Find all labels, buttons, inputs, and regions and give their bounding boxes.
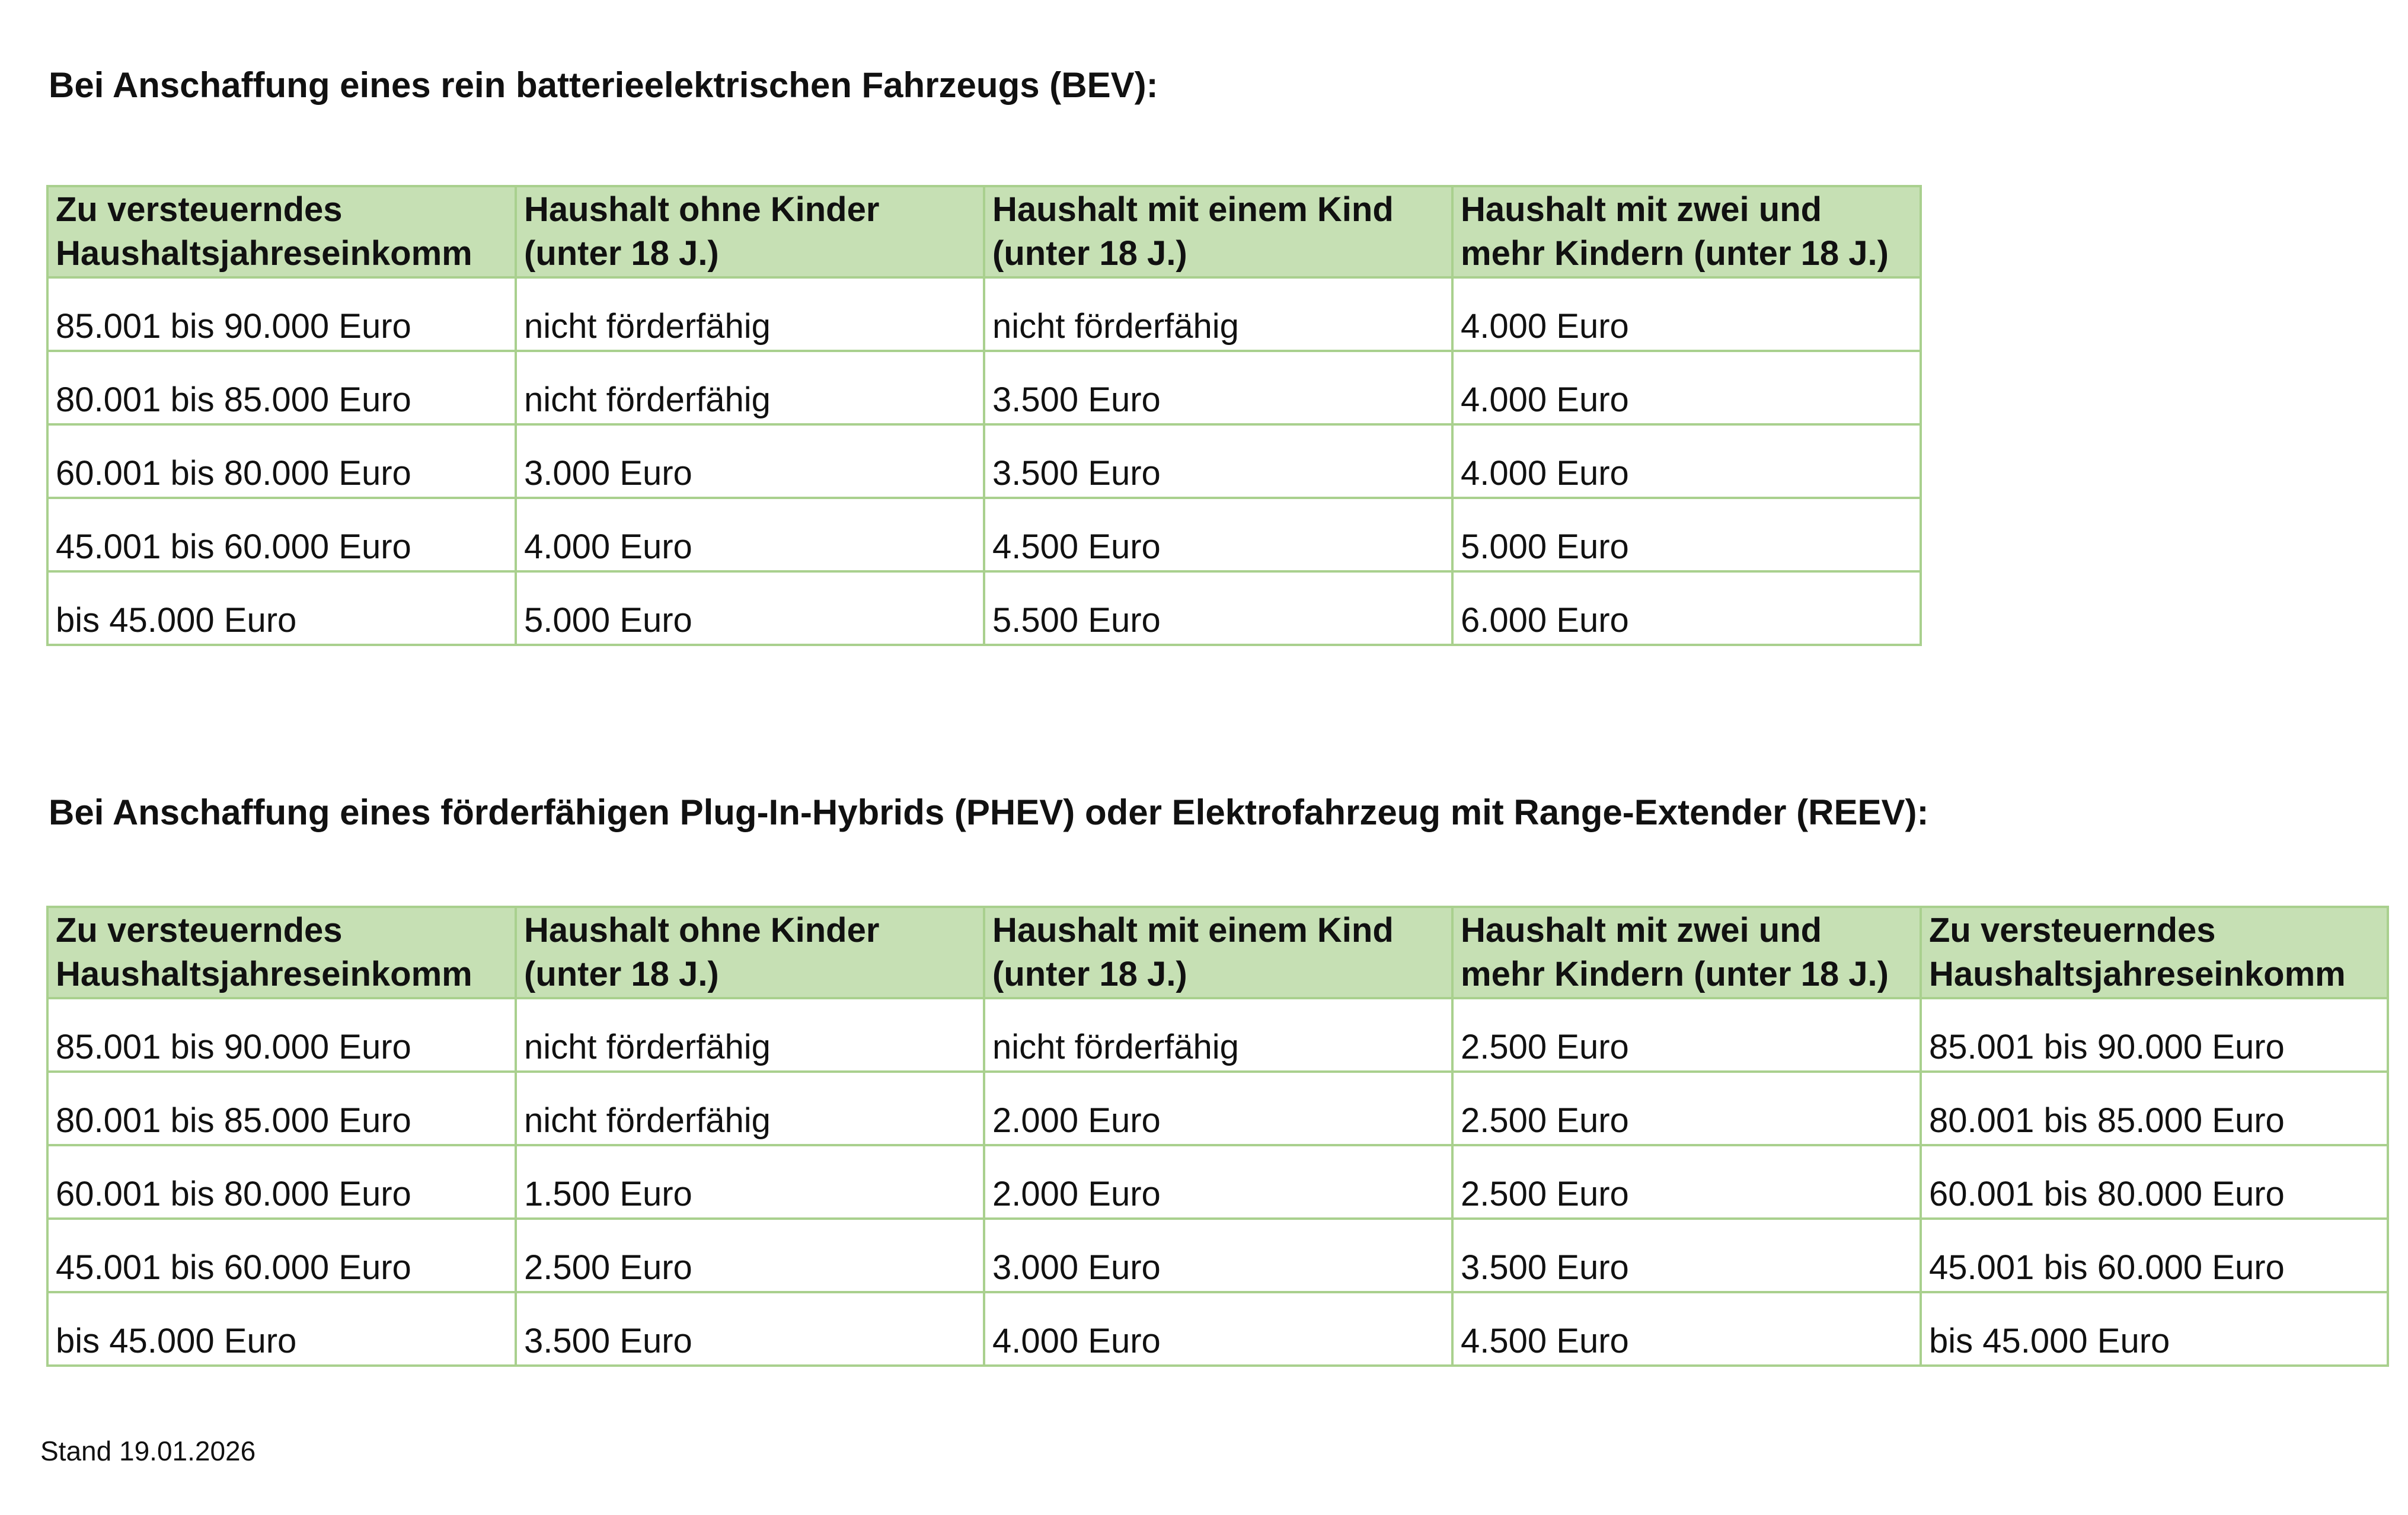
header-two-plus-children <box>1452 186 1921 277</box>
header-line: Zu versteuerndes <box>56 190 343 229</box>
header-income-repeat <box>1921 907 2388 998</box>
table-cell: 4.500 Euro <box>1452 1292 1921 1366</box>
header-line: Haushalt ohne Kinder <box>524 190 880 229</box>
table-header-row <box>47 907 2388 998</box>
table-cell: 4.000 Euro <box>1452 424 1921 498</box>
header-two-plus-children <box>1452 907 1921 998</box>
table-cell: 2.000 Euro <box>984 1072 1452 1145</box>
table-cell: 2.000 Euro <box>984 1145 1452 1219</box>
table-cell: 4.000 Euro <box>1452 277 1921 351</box>
header-line: Haushalt mit einem Kind <box>992 190 1394 229</box>
bev-section-title: Bei Anschaffung eines rein batterieelektrischen Fahrzeugs (BEV): <box>49 65 1158 105</box>
phev-section-title: Bei Anschaffung eines förderfähigen Plug-In-Hybrids (PHEV) oder Elektrofahrzeug mit Range-Extender (REEV): <box>49 792 1929 832</box>
header-one-child <box>984 907 1452 998</box>
header-line: (unter 18 J.) <box>992 234 1187 273</box>
header-line: Haushalt mit zwei und <box>1461 911 1822 950</box>
table-cell: bis 45.000 Euro <box>1921 1292 2388 1366</box>
table-row <box>47 498 1921 571</box>
table-cell: 6.000 Euro <box>1452 571 1921 645</box>
table-cell: 3.500 Euro <box>984 351 1452 424</box>
header-one-child <box>984 186 1452 277</box>
table-cell: 3.000 Euro <box>984 1219 1452 1292</box>
table-cell: bis 45.000 Euro <box>47 571 516 645</box>
header-income <box>47 186 516 277</box>
table-cell: bis 45.000 Euro <box>47 1292 516 1366</box>
table-cell: 2.500 Euro <box>1452 1145 1921 1219</box>
header-line: (unter 18 J.) <box>992 955 1187 993</box>
table-cell: 4.000 Euro <box>516 498 984 571</box>
table-cell: nicht förderfähig <box>516 1072 984 1145</box>
header-no-children <box>516 186 984 277</box>
table-cell: nicht förderfähig <box>516 277 984 351</box>
table-row <box>47 571 1921 645</box>
header-line: Haushalt ohne Kinder <box>524 911 880 950</box>
bev-subsidy-table <box>46 185 1922 646</box>
table-cell: 5.000 Euro <box>1452 498 1921 571</box>
table-row <box>47 277 1921 351</box>
table-cell: 3.500 Euro <box>1452 1219 1921 1292</box>
table-cell: 60.001 bis 80.000 Euro <box>47 424 516 498</box>
header-line: Zu versteuerndes <box>56 911 343 950</box>
table-cell: 85.001 bis 90.000 Euro <box>1921 998 2388 1072</box>
header-line: (unter 18 J.) <box>524 234 719 273</box>
table-cell: 2.500 Euro <box>516 1219 984 1292</box>
table-cell: nicht förderfähig <box>516 998 984 1072</box>
header-line: Haushaltsjahreseinkomm <box>56 955 472 993</box>
table-cell: nicht förderfähig <box>516 351 984 424</box>
phev-subsidy-table <box>46 906 2389 1367</box>
header-line: (unter 18 J.) <box>524 955 719 993</box>
table-cell: 4.000 Euro <box>1452 351 1921 424</box>
header-line: mehr Kindern (unter 18 J.) <box>1461 955 1889 993</box>
table-cell: 85.001 bis 90.000 Euro <box>47 277 516 351</box>
table-cell: 3.500 Euro <box>516 1292 984 1366</box>
header-line: Haushalt mit einem Kind <box>992 911 1394 950</box>
header-line: Haushaltsjahreseinkomm <box>1929 955 2346 993</box>
table-cell: 2.500 Euro <box>1452 1072 1921 1145</box>
table-cell: 80.001 bis 85.000 Euro <box>47 1072 516 1145</box>
table-cell: 45.001 bis 60.000 Euro <box>47 498 516 571</box>
table-cell: nicht förderfähig <box>984 998 1452 1072</box>
table-row <box>47 998 2388 1072</box>
table-row <box>47 1219 2388 1292</box>
table-cell: 4.000 Euro <box>984 1292 1452 1366</box>
table-header-row <box>47 186 1921 277</box>
table-cell: 5.500 Euro <box>984 571 1452 645</box>
table-cell: 1.500 Euro <box>516 1145 984 1219</box>
table-cell: 80.001 bis 85.000 Euro <box>47 351 516 424</box>
table-cell: 4.500 Euro <box>984 498 1452 571</box>
table-cell: 80.001 bis 85.000 Euro <box>1921 1072 2388 1145</box>
table-cell: 60.001 bis 80.000 Euro <box>47 1145 516 1219</box>
header-income <box>47 907 516 998</box>
table-row <box>47 1292 2388 1366</box>
table-row <box>47 351 1921 424</box>
table-row <box>47 424 1921 498</box>
table-cell: 3.000 Euro <box>516 424 984 498</box>
table-cell: 45.001 bis 60.000 Euro <box>47 1219 516 1292</box>
table-cell: nicht förderfähig <box>984 277 1452 351</box>
header-line: mehr Kindern (unter 18 J.) <box>1461 234 1889 273</box>
header-line: Zu versteuerndes <box>1929 911 2216 950</box>
header-line: Haushalt mit zwei und <box>1461 190 1822 229</box>
table-cell: 2.500 Euro <box>1452 998 1921 1072</box>
stand-date: Stand 19.01.2026 <box>40 1436 256 1466</box>
header-no-children <box>516 907 984 998</box>
table-row <box>47 1072 2388 1145</box>
table-cell: 60.001 bis 80.000 Euro <box>1921 1145 2388 1219</box>
header-line: Haushaltsjahreseinkomm <box>56 234 472 273</box>
table-cell: 85.001 bis 90.000 Euro <box>47 998 516 1072</box>
table-cell: 3.500 Euro <box>984 424 1452 498</box>
table-row <box>47 1145 2388 1219</box>
table-cell: 45.001 bis 60.000 Euro <box>1921 1219 2388 1292</box>
table-cell: 5.000 Euro <box>516 571 984 645</box>
